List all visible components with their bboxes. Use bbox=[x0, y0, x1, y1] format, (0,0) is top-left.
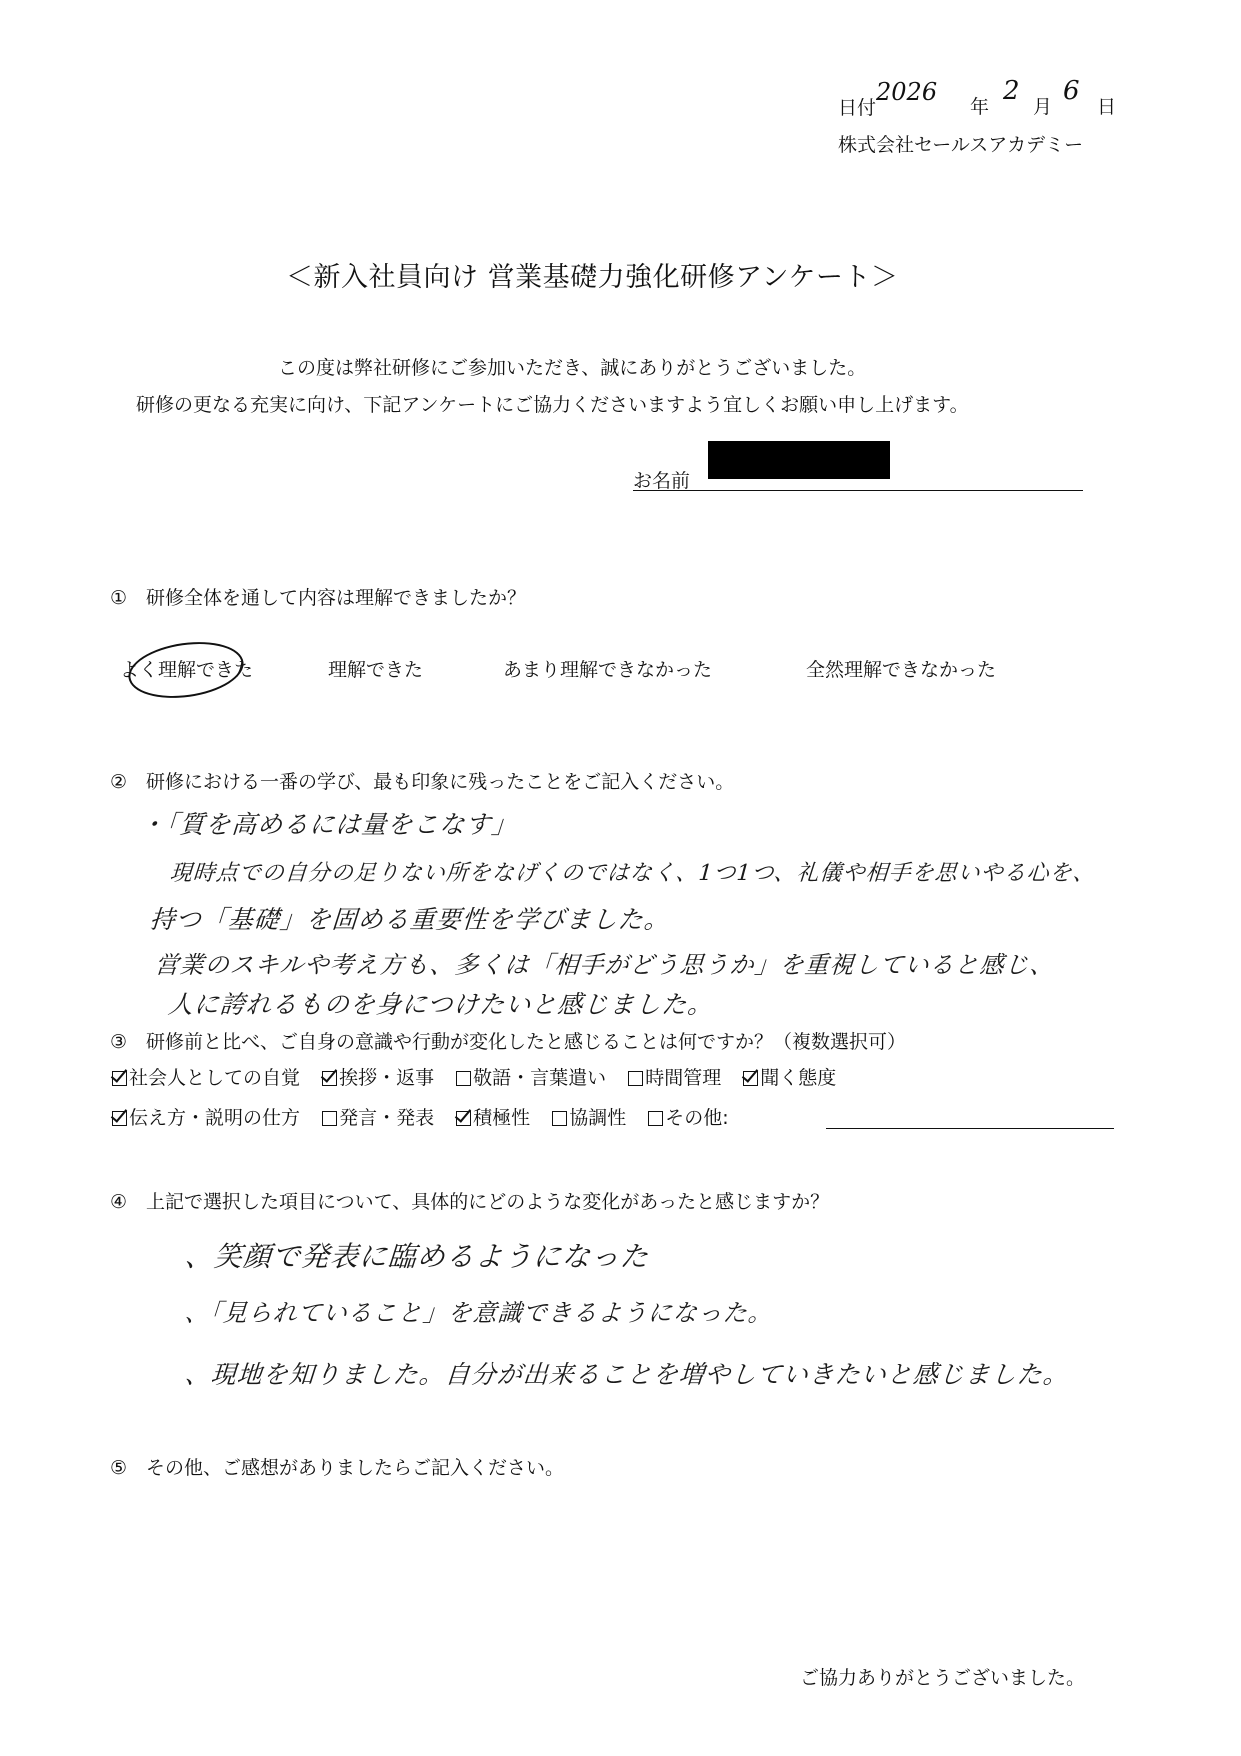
q1-question: ① 研修全体を通して内容は理解できましたか？ bbox=[110, 587, 527, 609]
name-field[interactable] bbox=[633, 490, 1083, 491]
checkbox-icon[interactable] bbox=[112, 1071, 127, 1086]
option-item[interactable] bbox=[743, 1067, 836, 1089]
option-label: 挨拶・返事 bbox=[339, 1067, 435, 1089]
option-label: 積極性 bbox=[473, 1107, 531, 1129]
company-name: 株式会社セールスアカデミー bbox=[838, 134, 1084, 156]
option-item[interactable] bbox=[112, 1067, 300, 1089]
q4-answer-line: 、「見られていること」を意識できるようになった。 bbox=[183, 1299, 774, 1327]
checkbox-icon[interactable] bbox=[456, 1111, 471, 1126]
year-label: 年 bbox=[970, 96, 990, 118]
checkbox-icon[interactable] bbox=[552, 1111, 567, 1126]
checkbox-icon[interactable] bbox=[322, 1111, 337, 1126]
q2-question: ② 研修における一番の学び、最も印象に残ったことをご記入ください。 bbox=[110, 771, 735, 793]
q1-option-4[interactable]: 全然理解できなかった bbox=[806, 659, 997, 681]
intro-line-1: この度は弊社研修にご参加いただき、誠にありがとうございました。 bbox=[278, 357, 867, 379]
option-label: 伝え方・説明の仕方 bbox=[129, 1107, 301, 1129]
day-label: 日 bbox=[1097, 96, 1117, 118]
selection-circle bbox=[125, 635, 247, 705]
option-label: 聞く態度 bbox=[760, 1067, 837, 1089]
month-label: 月 bbox=[1033, 96, 1053, 118]
checkbox-icon[interactable] bbox=[743, 1071, 758, 1086]
footer-thanks: ご協力ありがとうございました。 bbox=[800, 1667, 1086, 1689]
option-label: 敬語・言葉遣い bbox=[473, 1067, 607, 1089]
year-value: 2026 bbox=[876, 78, 938, 106]
checkbox-icon[interactable] bbox=[322, 1071, 337, 1086]
q3-question: ③ 研修前と比べ、ご自身の意識や行動が変化したと感じることは何ですか？（複数選択可） bbox=[110, 1031, 907, 1053]
option-item[interactable] bbox=[648, 1107, 728, 1129]
option-label: 協調性 bbox=[569, 1107, 627, 1129]
option-item[interactable] bbox=[322, 1067, 434, 1089]
q1-option-2[interactable]: 理解できた bbox=[328, 659, 424, 681]
q1-option-3[interactable]: あまり理解できなかった bbox=[503, 659, 713, 681]
option-item[interactable] bbox=[552, 1107, 626, 1129]
q2-answer-line: 人に誇れるものを身につけたいと感じました。 bbox=[166, 990, 715, 1019]
option-label: 時間管理 bbox=[645, 1067, 722, 1089]
q2-answer-line: 営業のスキルや考え方も、多くは「相手がどう思うか」を重視していると感じ、 bbox=[153, 951, 1056, 979]
redacted-name bbox=[708, 441, 890, 479]
checkbox-icon[interactable] bbox=[456, 1071, 471, 1086]
date-prefix: 日付 bbox=[838, 97, 877, 119]
checkbox-icon[interactable] bbox=[648, 1111, 663, 1126]
intro-line-2: 研修の更なる充実に向け、下記アンケートにご協力くださいますよう宜しくお願い申し上げます。 bbox=[136, 394, 969, 416]
page-title: ＜新入社員向け 営業基礎力強化研修アンケート＞ bbox=[286, 262, 899, 293]
option-item[interactable] bbox=[322, 1107, 434, 1129]
q4-answer-line: 、笑顔で発表に臨めるようになった bbox=[183, 1240, 651, 1273]
option-label: 社会人としての自覚 bbox=[129, 1067, 301, 1089]
q2-answer-line: 現時点での自分の足りない所をなげくのではなく、1つ1つ、礼儀や相手を思いやる心を、 bbox=[168, 861, 1097, 886]
q3-options-row-2 bbox=[112, 1103, 729, 1130]
q4-answer-line: 、現地を知りました。自分が出来ることを増やしていきたいと感じました。 bbox=[183, 1360, 1070, 1389]
q5-question: ⑤ その他、ご感想がありましたらご記入ください。 bbox=[110, 1457, 565, 1479]
option-item[interactable] bbox=[456, 1067, 606, 1089]
other-field[interactable] bbox=[826, 1128, 1114, 1129]
q3-options-row-1 bbox=[112, 1063, 852, 1090]
option-label: 発言・発表 bbox=[339, 1107, 435, 1129]
q1-option-1[interactable]: よく理解できた bbox=[120, 659, 254, 681]
q2-answer-line: 持つ「基礎」を固める重要性を学びました。 bbox=[148, 905, 671, 934]
month-value: 2 bbox=[1003, 76, 1020, 106]
checkbox-icon[interactable] bbox=[628, 1071, 643, 1086]
option-item[interactable] bbox=[628, 1067, 721, 1089]
option-item[interactable] bbox=[456, 1107, 530, 1129]
date-label bbox=[838, 78, 938, 120]
option-item[interactable] bbox=[112, 1107, 300, 1129]
name-label: お名前 bbox=[633, 470, 691, 492]
option-label: その他: bbox=[665, 1107, 729, 1129]
q2-answer-line: ・「質を高めるには量をこなす」 bbox=[138, 810, 519, 839]
q4-question: ④ 上記で選択した項目について、具体的にどのような変化があったと感じますか？ bbox=[110, 1191, 830, 1213]
day-value: 6 bbox=[1063, 76, 1080, 106]
checkbox-icon[interactable] bbox=[112, 1111, 127, 1126]
